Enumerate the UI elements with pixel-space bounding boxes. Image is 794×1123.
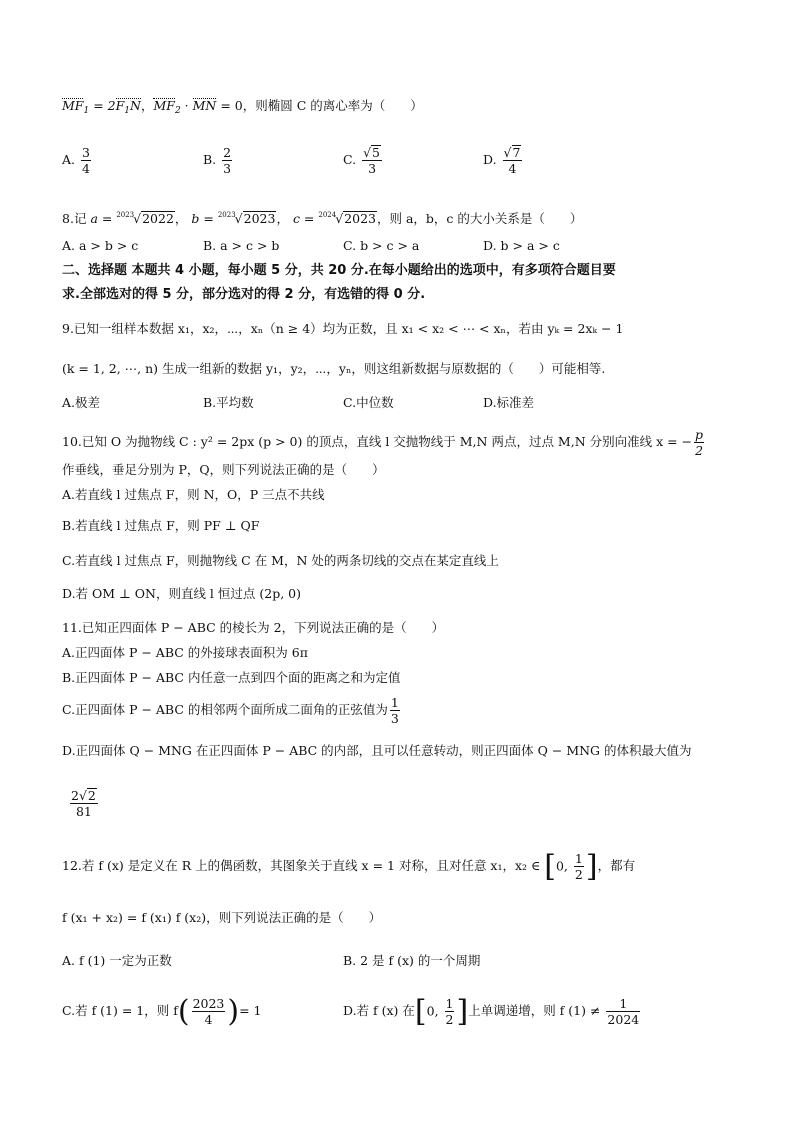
q8-option-a: A. a > b > c [62, 238, 139, 253]
section-heading-line2: 求.全部选对的得 5 分，部分选对的得 2 分，有选错的得 0 分. [62, 287, 426, 302]
q7-option-a: A. $\frac{3}{4}$ [62, 145, 90, 176]
q12-stem-line2: f (x₁ + x₂) = f (x₁) f (x₂)，则下列说法正确的是（ ） [62, 910, 382, 925]
q10-option-b: B.若直线 l 过焦点 F，则 PF ⊥ QF [62, 518, 260, 533]
q10-option-c: C.若直线 l 过焦点 F，则抛物线 C 在 M，N 处的两条切线的交点在某定直线上 [62, 553, 499, 568]
q8-option-d: D. b > a > c [483, 238, 560, 253]
q12-option-b: B. 2 是 f (x) 的一个周期 [343, 953, 481, 968]
q11-stem: 11.已知正四面体 P − ABC 的棱长为 2，下列说法正确的是（ ） [62, 620, 445, 635]
q11-option-b: B.正四面体 P − ABC 内任意一点到四个面的距离之和为定值 [62, 670, 401, 685]
q10-stem-line1: 10.已知 O 为抛物线 C : y² = 2px (p > 0) 的顶点，直线 l 交抛物线于 M,N 两点，过点 M,N 分别向准线 x = − $\frac{p}{2}$ [62, 427, 704, 458]
q11-option-a: A.正四面体 P − ABC 的外接球表面积为 6π [62, 645, 308, 660]
q8-stem: 8.记 a = $^{2023}$√2022， b = $^{2023}$√2023， c = $^{2024}$√2023，则 a，b，c 的大小关系是（ ） [62, 211, 583, 226]
q9-option-d: D.标准差 [483, 395, 535, 410]
q9-stem-line2: (k = 1, 2, ⋯, n) 生成一组新的数据 y₁，y₂，⋯，yₙ，则这组新数据与原数据的（ ）可能相等. [62, 361, 606, 376]
q9-stem-line1: 9.已知一组样本数据 x₁，x₂，⋯，xₙ（n ≥ 4）均为正数，且 x₁ < x₂ < ⋯ < xₙ，若由 yₖ = 2xₖ − 1 [62, 321, 624, 336]
q11-option-d-value: $\frac{2√2}{81}$ [71, 788, 96, 819]
q12-option-d: D.若 f (x) 在[0, $\frac{1}{2}$ ]上单调递增，则 f (1) ≠ $\frac{1}{2024}$ [343, 993, 640, 1029]
q12-stem-line1: 12.若 f (x) 是定义在 R 上的偶函数，其图象关于直线 x = 1 对称，且对任意 x₁，x₂ ∈ [0, $\frac{1}{2}$ ]，都有 [62, 848, 636, 884]
q12-option-a: A. f (1) 一定为正数 [62, 953, 172, 968]
q8-option-c: C. b > c > a [343, 238, 420, 253]
q9-option-b: B.平均数 [203, 395, 254, 410]
q10-stem-line2: 作垂线，垂足分别为 P，Q，则下列说法正确的是（ ） [62, 462, 385, 477]
q7-option-d: D. $\frac{√7}{4}$ [483, 145, 521, 176]
q7-stem: $MF_1 = 2F_1N$，$MF_2$ · MN = 0，则椭圆 C 的离心率为（ ） [62, 98, 423, 116]
q9-option-a: A.极差 [62, 395, 101, 410]
q7-option-c: C. $\frac{√5}{3}$ [343, 145, 380, 176]
q7-option-b: B. $\frac{2}{3}$ [203, 145, 232, 176]
section-heading-line1: 二、选择题 本题共 4 小题，每小题 5 分，共 20 分.在每小题给出的选项中，有多项符合题目要 [62, 263, 616, 278]
q11-option-d: D.正四面体 Q − MNG 在正四面体 P − ABC 的内部，且可以任意转动，则正四面体 Q − MNG 的体积最大值为 [62, 743, 692, 758]
q11-option-c: C.正四面体 P − ABC 的相邻两个面所成二面角的正弦值为 $\frac{1}{3}$ [62, 695, 399, 726]
q12-option-c: C.若 f (1) = 1，则 f( $\frac{2023}{4}$ )= 1 [62, 993, 262, 1029]
q10-option-d: D.若 OM ⊥ ON，则直线 l 恒过点 (2p, 0) [62, 586, 301, 601]
q9-option-c: C.中位数 [343, 395, 394, 410]
q8-option-b: B. a > c > b [203, 238, 280, 253]
q10-option-a: A.若直线 l 过焦点 F，则 N，O，P 三点不共线 [62, 487, 325, 502]
